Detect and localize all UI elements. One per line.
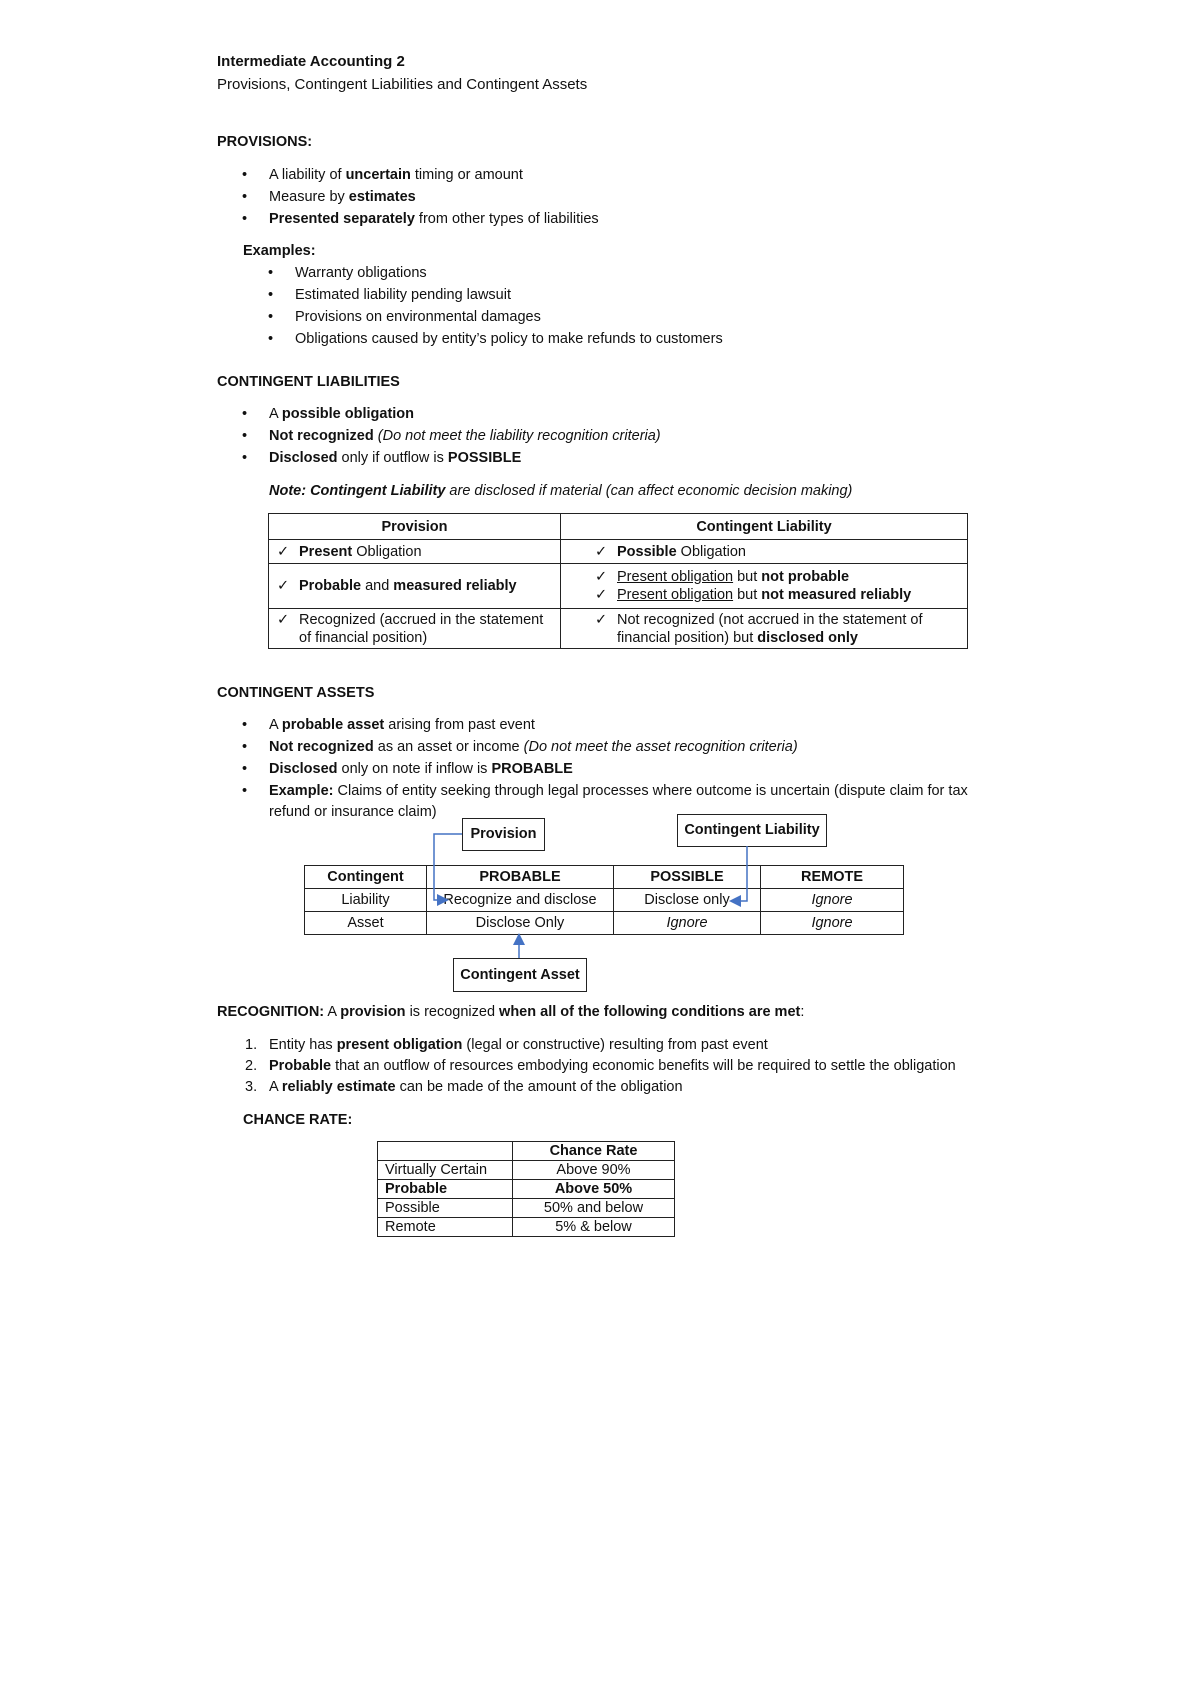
recognition-intro bbox=[217, 1002, 804, 1022]
bullet-icon: • bbox=[242, 428, 248, 444]
text: only on note if inflow is bbox=[337, 761, 492, 777]
bold-text: not measured reliably bbox=[761, 587, 912, 603]
text: Measure by bbox=[269, 189, 349, 205]
text: Warranty obligations bbox=[295, 265, 427, 281]
table-cell: Ignore bbox=[761, 912, 904, 935]
text: Claims of entity seeking through legal processes where outcome is uncertain (dispute claim for tax bbox=[333, 783, 968, 799]
contingent-assets-heading: CONTINGENT ASSETS bbox=[217, 685, 375, 701]
text: but bbox=[733, 569, 762, 585]
table-cell: 50% and below bbox=[513, 1199, 675, 1218]
list-item-continuation: refund or insurance claim) bbox=[269, 804, 437, 820]
bullet-icon: • bbox=[268, 331, 274, 347]
contingent-liability-box: Contingent Liability bbox=[677, 814, 827, 847]
text: Obligation bbox=[676, 543, 746, 560]
contingent-liabilities-heading: CONTINGENT LIABILITIES bbox=[217, 374, 400, 390]
text: timing or amount bbox=[410, 167, 523, 183]
text: A bbox=[269, 1079, 282, 1095]
bullet-icon: • bbox=[242, 167, 248, 183]
bold-text: Example: bbox=[269, 783, 334, 799]
list-item bbox=[245, 1056, 956, 1076]
table-cell: Virtually Certain bbox=[378, 1161, 513, 1180]
list-number: 1. bbox=[245, 1037, 258, 1053]
table-cell: Probable bbox=[378, 1180, 513, 1199]
note-label: Note: Contingent Liability bbox=[269, 483, 446, 499]
column-header: Contingent bbox=[305, 866, 427, 889]
chance-rate-heading: CHANCE RATE: bbox=[243, 1112, 353, 1128]
bold-text: Probable bbox=[269, 1058, 332, 1074]
text: A liability of bbox=[269, 167, 346, 183]
bold-text: uncertain bbox=[345, 167, 411, 183]
table-cell: Asset bbox=[305, 912, 427, 935]
bullet-icon: • bbox=[242, 211, 248, 227]
text: of financial position) bbox=[299, 630, 428, 646]
contingent-asset-box: Contingent Asset bbox=[453, 958, 587, 992]
check-icon: ✓ bbox=[595, 569, 608, 585]
table-cell: Disclose only bbox=[614, 889, 761, 912]
text: can be made of the amount of the obligation bbox=[395, 1079, 683, 1095]
table-cell: Recognize and disclose bbox=[427, 889, 614, 912]
bullet-icon: • bbox=[242, 739, 248, 755]
bold-text: present obligation bbox=[336, 1037, 463, 1053]
text: is recognized bbox=[405, 1004, 500, 1020]
document-subtitle: Provisions, Contingent Liabilities and Contingent Assets bbox=[217, 76, 588, 93]
text: A bbox=[269, 717, 282, 733]
text: Estimated liability pending lawsuit bbox=[295, 287, 511, 303]
text: but bbox=[733, 587, 762, 603]
text: that an outflow of resources embodying economic benefits will be required to settle the obligation bbox=[331, 1058, 956, 1074]
bullet-icon: • bbox=[268, 287, 274, 303]
bold-text: disclosed only bbox=[757, 630, 858, 646]
column-header: Contingent Liability bbox=[561, 514, 968, 540]
examples-heading: Examples: bbox=[243, 243, 316, 259]
text: arising from past event bbox=[384, 717, 535, 733]
list-item bbox=[245, 1035, 768, 1055]
table-cell bbox=[378, 1142, 513, 1161]
table-cell: Possible bbox=[378, 1199, 513, 1218]
table-cell: Remote bbox=[378, 1218, 513, 1237]
chance-rate-table bbox=[377, 1141, 675, 1237]
text: as an asset or income bbox=[373, 739, 524, 755]
column-header: Chance Rate bbox=[513, 1142, 675, 1161]
bold-text: PROBABLE bbox=[491, 761, 573, 777]
underlined-text: Present obligation bbox=[617, 569, 734, 585]
table-row bbox=[378, 1161, 675, 1180]
table-cell: Above 90% bbox=[513, 1161, 675, 1180]
table-row bbox=[378, 1199, 675, 1218]
column-header: POSSIBLE bbox=[614, 866, 761, 889]
bold-text: Disclosed bbox=[269, 761, 338, 777]
note-text: are disclosed if material (can affect economic decision making) bbox=[445, 483, 853, 499]
bold-text: Possible bbox=[617, 543, 677, 560]
text: and bbox=[361, 578, 394, 594]
bold-text: not probable bbox=[761, 569, 850, 585]
provisions-heading: PROVISIONS: bbox=[217, 134, 313, 150]
table-header-row bbox=[378, 1142, 675, 1161]
text: Obligation bbox=[352, 543, 422, 560]
bold-text: Not recognized bbox=[269, 428, 374, 444]
bold-text: Disclosed bbox=[269, 450, 338, 466]
table-cell: 5% & below bbox=[513, 1218, 675, 1237]
bold-text: Presented separately bbox=[269, 211, 415, 227]
text: financial position) but bbox=[617, 630, 758, 646]
bold-text: POSSIBLE bbox=[447, 450, 522, 466]
bullet-icon: • bbox=[268, 265, 274, 281]
text: Recognized (accrued in the statement bbox=[299, 612, 544, 628]
text: from other types of liabilities bbox=[414, 211, 599, 227]
bullet-icon: • bbox=[242, 717, 248, 733]
table-row bbox=[378, 1180, 675, 1199]
document-title: Intermediate Accounting 2 bbox=[217, 53, 405, 70]
bullet-icon: • bbox=[268, 309, 274, 325]
bold-text: Probable bbox=[299, 578, 362, 594]
column-header: Provision bbox=[269, 514, 561, 540]
bold-text: provision bbox=[340, 1004, 406, 1020]
text: only if outflow is bbox=[337, 450, 448, 466]
list-number: 2. bbox=[245, 1058, 258, 1074]
provision-arrow bbox=[434, 834, 462, 900]
bullet-icon: • bbox=[242, 783, 248, 799]
bullet-icon: • bbox=[242, 406, 248, 422]
bold-text: measured reliably bbox=[393, 578, 517, 594]
list-item bbox=[245, 1077, 683, 1097]
italic-text: (Do not meet the liability recognition criteria) bbox=[373, 428, 661, 444]
table-row bbox=[378, 1218, 675, 1237]
table-cell: Above 50% bbox=[513, 1180, 675, 1199]
contingent-liability-arrow bbox=[732, 846, 747, 901]
bullet-icon: • bbox=[242, 450, 248, 466]
text: A bbox=[324, 1004, 341, 1020]
list-number: 3. bbox=[245, 1079, 258, 1095]
text: Obligations caused by entity’s policy to make refunds to customers bbox=[295, 331, 723, 347]
check-icon: ✓ bbox=[277, 612, 290, 628]
column-header: PROBABLE bbox=[427, 866, 614, 889]
table-cell: Ignore bbox=[614, 912, 761, 935]
underlined-text: Present obligation bbox=[617, 587, 734, 603]
bold-text: reliably estimate bbox=[281, 1079, 396, 1095]
bold-text: Present bbox=[299, 543, 353, 560]
bold-text: Not recognized bbox=[269, 739, 374, 755]
check-icon: ✓ bbox=[277, 543, 290, 560]
bold-text: estimates bbox=[348, 189, 416, 205]
bold-text: when all of the following conditions are met bbox=[499, 1004, 801, 1020]
bullet-icon: • bbox=[242, 761, 248, 777]
check-icon: ✓ bbox=[595, 612, 608, 628]
text: (legal or constructive) resulting from past event bbox=[462, 1037, 768, 1053]
table-cell: Ignore bbox=[761, 889, 904, 912]
table-cell: Liability bbox=[305, 889, 427, 912]
table-cell: Disclose Only bbox=[427, 912, 614, 935]
text: Not recognized (not accrued in the statement of bbox=[617, 612, 923, 628]
text: Entity has bbox=[269, 1037, 337, 1053]
bold-text: probable asset bbox=[281, 717, 385, 733]
italic-text: (Do not meet the asset recognition criteria) bbox=[523, 739, 798, 755]
text: Provisions on environmental damages bbox=[295, 309, 541, 325]
bullet-icon: • bbox=[242, 189, 248, 205]
check-icon: ✓ bbox=[277, 578, 290, 594]
text: : bbox=[800, 1004, 805, 1020]
text: A bbox=[269, 406, 282, 422]
column-header: REMOTE bbox=[761, 866, 904, 889]
provision-box: Provision bbox=[462, 818, 545, 851]
recognition-heading: RECOGNITION: bbox=[217, 1004, 325, 1020]
check-icon: ✓ bbox=[595, 587, 608, 603]
bold-text: possible obligation bbox=[281, 406, 415, 422]
check-icon: ✓ bbox=[595, 543, 608, 560]
